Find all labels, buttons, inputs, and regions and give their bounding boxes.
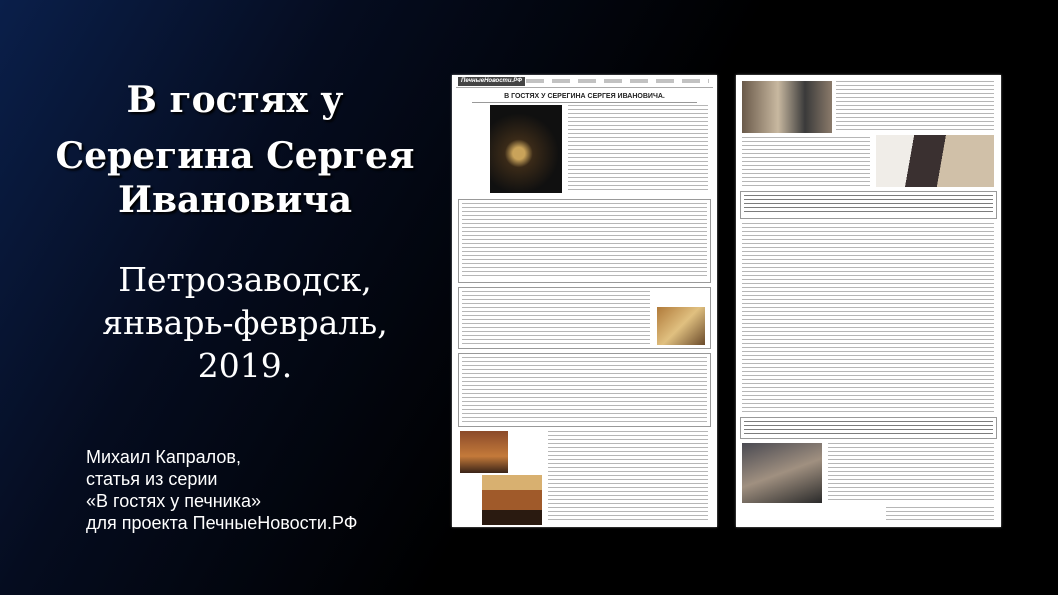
title-line-1: В гостях у — [126, 79, 344, 121]
text-column — [836, 81, 994, 133]
author-line-1: Михаил Капралов, — [86, 447, 241, 467]
photo-man-portrait — [742, 443, 822, 503]
title-line-3: Ивановича — [117, 179, 353, 221]
text-column — [828, 443, 994, 503]
article-page-2-thumbnail — [736, 75, 1001, 527]
text-block — [740, 417, 997, 439]
text-block — [740, 191, 997, 219]
author-line-4: для проекта ПечныеНовости.РФ — [86, 513, 358, 533]
place-line-2: январь-февраль, — [102, 303, 388, 342]
photo-stove-tiles — [657, 307, 705, 345]
text-column — [742, 137, 870, 187]
text-column — [548, 431, 708, 523]
place-line-1: Петрозаводск, — [118, 260, 372, 299]
author-line-3: «В гостях у печника» — [86, 491, 262, 511]
page-masthead — [456, 77, 713, 88]
article-page-1-thumbnail — [452, 75, 717, 527]
text-block — [458, 199, 711, 283]
masthead-links — [526, 79, 709, 83]
photo-men-at-desk — [876, 135, 994, 187]
article-title: В ГОСТЯХ У СЕРЕГИНА СЕРГЕЯ ИВАНОВИЧА. — [472, 93, 697, 103]
signature-text — [886, 507, 994, 523]
photo-interview-men — [742, 81, 832, 133]
photo-night-house — [490, 105, 562, 193]
text-column — [568, 105, 708, 193]
author-line-2: статья из серии — [86, 469, 218, 489]
text-block — [458, 353, 711, 427]
site-logo: ПечныеНовости.РФ — [458, 77, 525, 86]
title-line-2: Серегина Сергея — [55, 135, 415, 177]
place-and-date — [60, 258, 430, 387]
photo-brick-stove — [460, 431, 508, 473]
author-credit — [86, 446, 426, 534]
text-block — [742, 223, 994, 413]
slide-title — [40, 78, 430, 222]
photo-fireplace — [482, 475, 542, 525]
place-line-3: 2019. — [197, 346, 293, 385]
